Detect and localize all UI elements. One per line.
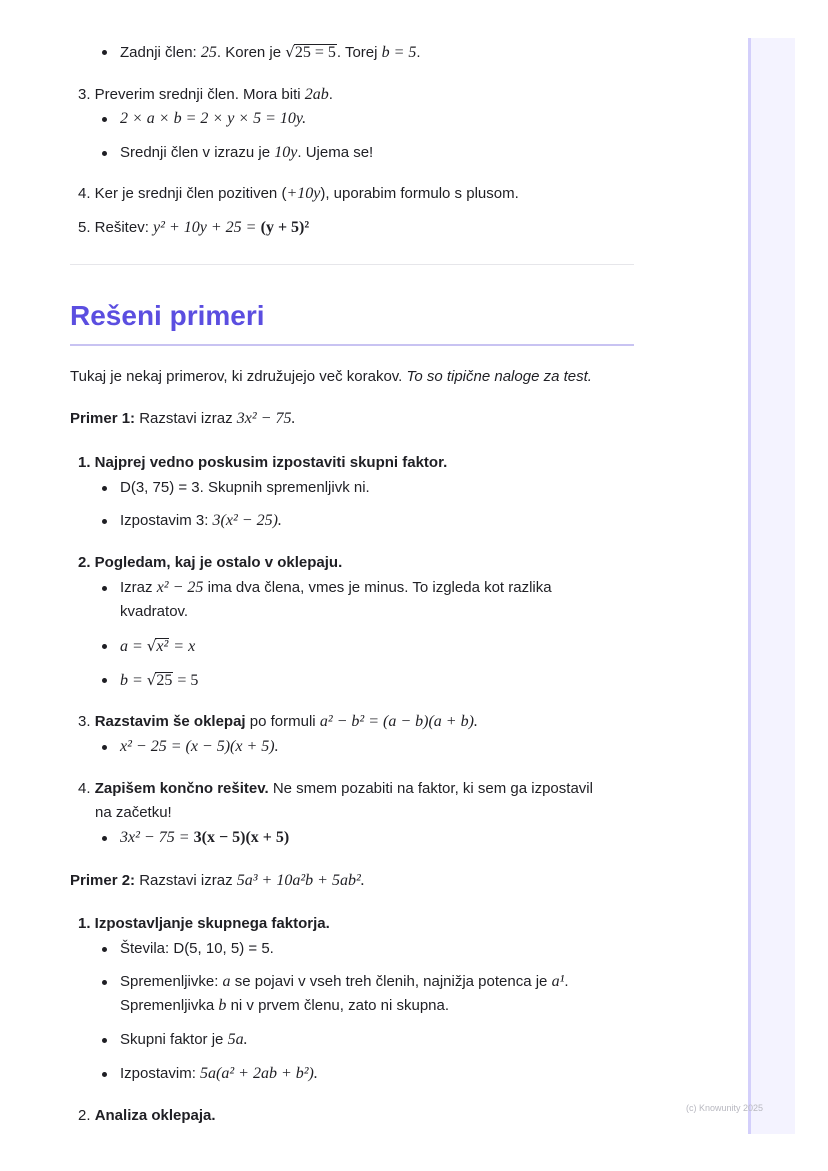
example-1-step-1: 1. Najprej vedno poskusim izpostaviti skupni faktor. — [78, 454, 448, 471]
section-title: Rešeni primeri — [70, 300, 265, 331]
bullet — [102, 117, 107, 122]
step-5-solution: 5. Rešitev: y² + 10y + 25 = (y + 5)² — [78, 219, 310, 236]
step-3-match: Srednji člen v izrazu je 10y. Ujema se! — [120, 144, 374, 161]
example-1-final: 3x² − 75 = 3(x − 5)(x + 5) — [120, 829, 290, 846]
bullet — [102, 1038, 107, 1043]
bullet — [102, 486, 107, 491]
bullet — [102, 980, 107, 985]
example-1-factored: x² − 25 = (x − 5)(x + 5). — [120, 738, 279, 755]
bullet — [102, 1072, 107, 1077]
bullet — [102, 50, 107, 55]
example-1-heading: Primer 1: Razstavi izraz 3x² − 75. — [70, 410, 296, 427]
intro-paragraph: Tukaj je nekaj primerov, ki združujejo več korakov. To so tipične naloge za test. — [70, 368, 592, 385]
example-2-variables-cont: Spremenljivka b ni v prvem členu, zato ni skupna. — [120, 997, 450, 1014]
example-1-step-4-cont: na začetku! — [95, 804, 172, 821]
bullet — [102, 519, 107, 524]
example-1-a-root: a = √x² = x — [120, 637, 196, 655]
example-2-step-1: 1. Izpostavljanje skupnega faktorja. — [78, 915, 330, 932]
copyright-footer: (c) Knowunity 2025 — [686, 1103, 764, 1113]
example-1-diff-squares: Izraz x² − 25 ima dva člena, vmes je minus. To izgleda kot razlika — [120, 579, 552, 596]
section-title-underline — [70, 344, 634, 346]
example-2-heading: Primer 2: Razstavi izraz 5a³ + 10a²b + 5ab². — [70, 872, 365, 889]
bullet — [102, 836, 107, 841]
example-1-step-2: 2. Pogledam, kaj je ostalo v oklepaju. — [78, 554, 343, 571]
example-1-gcd: D(3, 75) = 3. Skupnih spremenljivk ni. — [120, 479, 370, 496]
example-1-b-root: b = √25 = 5 — [120, 671, 199, 689]
bullet — [102, 947, 107, 952]
example-1-factor-out: Izpostavim 3: 3(x² − 25). — [120, 512, 282, 529]
step-3-calc: 2 × a × b = 2 × y × 5 = 10y. — [120, 110, 307, 127]
example-2-factor-out: Izpostavim: 5a(a² + 2ab + b²). — [120, 1065, 318, 1082]
example-2-common-factor: Skupni faktor je 5a. — [120, 1031, 248, 1048]
example-1-step-4: 4. Zapišem končno rešitev. Ne smem pozabiti na faktor, ki sem ga izpostavil — [78, 780, 593, 797]
last-term-line: Zadnji člen: 25. Koren je √25 = 5. Torej b = 5. — [120, 43, 421, 61]
example-2-numbers: Števila: D(5, 10, 5) = 5. — [120, 940, 274, 957]
example-1-diff-squares-cont: kvadratov. — [120, 603, 189, 620]
right-margin-panel — [748, 38, 795, 1134]
bullet — [102, 644, 107, 649]
step-3-check-middle: 3. Preverim srednji člen. Mora biti 2ab. — [78, 86, 333, 103]
example-2-step-2: 2. Analiza oklepaja. — [78, 1107, 216, 1124]
bullet — [102, 745, 107, 750]
section-divider — [70, 264, 634, 265]
bullet — [102, 678, 107, 683]
bullet — [102, 151, 107, 156]
example-2-variables: Spremenljivke: a se pojavi v vseh treh členih, najnižja potenca je a¹. — [120, 973, 569, 990]
step-4-sign: 4. Ker je srednji člen pozitiven (+10y), uporabim formulo s plusom. — [78, 185, 519, 202]
example-1-step-3: 3. Razstavim še oklepaj po formuli a² − b² = (a − b)(a + b). — [78, 713, 478, 730]
bullet — [102, 586, 107, 591]
